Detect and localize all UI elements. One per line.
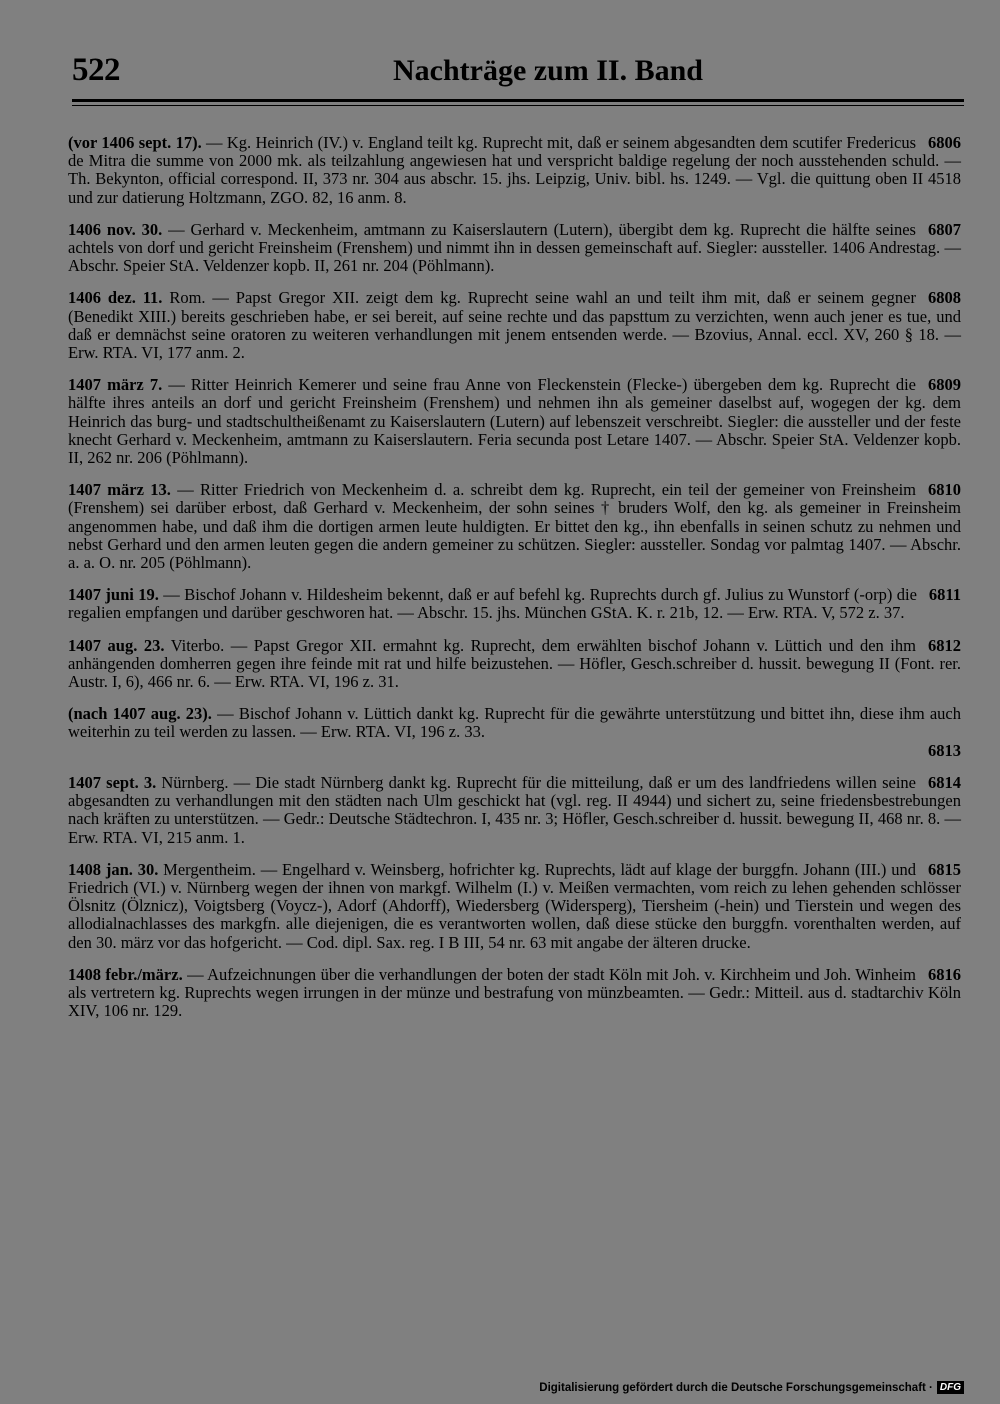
regest-number: 6812: [928, 635, 961, 655]
page-title: Nachträge zum II. Band: [392, 54, 703, 87]
regest-date: 1407 märz 7.: [68, 375, 163, 395]
regest-date: 1407 sept. 3.: [68, 772, 157, 792]
regest-text: — Kg. Heinrich (IV.) v. England teilt kg. Ruprecht mit, daß er seinem abgesandten dem scutifer Fredericus de Mitra die summe von 2000 mk. als teilzahlung angewiesen hat und verspricht baldige regelung der noch ausstehenden schuld. — Th. Bekynton, official correspond. II, 373 nr. 304 aus abschr. 15. jhs. Leipzig, Univ. bibl. hs. 1249. — Vgl. die quittung oben II 4518 und zur datierung Holtzmann, ZGO. 82, 16 anm. 8.: [68, 133, 961, 207]
regest-entry: [68, 376, 961, 467]
credit-text: Digitalisierung gefördert durch die Deutsche Forschungsgemeinschaft ·: [539, 1381, 933, 1394]
regest-number: 6814: [928, 772, 961, 792]
regest-entry: [68, 134, 961, 207]
regest-text: — Bischof Johann v. Hildesheim bekennt, daß er auf befehl kg. Ruprechts durch gf. Julius zu Wunstorf (-orp) die regalien empfangen und darüber geschworen hat. — Abschr. 15. jhs. München GStA. K. r. 21b, 12. — Erw. RTA. V, 572 z. 37.: [68, 585, 917, 623]
regest-number: 6811: [928, 585, 961, 605]
regest-text: Viterbo. — Papst Gregor XII. ermahnt kg. Ruprecht, dem erwählten bischof Johann v. Lüttich und den ihm anhängenden domherren gegen ihre feinde mit rat und hilfe beizustehen. — Höfler, Gesch.schreiber d. hussit. bewegung II (Font. rer. Austr. I, 6), 466 nr. 6. — Erw. RTA. VI, 196 z. 31.: [68, 635, 961, 692]
regesta-list: [68, 134, 961, 1034]
regest-number: 6816: [928, 964, 961, 984]
regest-date: 1407 märz 13.: [68, 480, 171, 500]
regest-date: 1407 aug. 23.: [68, 635, 165, 655]
regest-entry: [68, 705, 961, 760]
regest-number: 6807: [928, 219, 961, 239]
regest-date: (vor 1406 sept. 17).: [68, 133, 202, 152]
regest-text: Nürnberg. — Die stadt Nürnberg dankt kg. Ruprecht für die mitteilung, daß er um des landfriedens willen seine abgesandten zu verhandlungen mit den städten nach Ulm geschickt hat (vgl. reg. II 4944) und sichert zu, seine friedensbestrebungen nach kräften zu unterstützen. — Gedr.: Deutsche Städtechron. I, 435 nr. 3; Höfler, Gesch.schreiber d. hussit. bewegung II, 468 nr. 8. — Erw. RTA. VI, 215 anm. 1.: [68, 772, 961, 847]
regest-text: Rom. — Papst Gregor XII. zeigt dem kg. Ruprecht seine wahl an und teilt ihm mit, daß er seinem gegner (Benedikt XIII.) bereits geschrieben habe, er sei bereit, auf seine rechte und das papsttum zu verzichten, wenn auch jener es tue, und daß er demnächst seine oratoren zu weiteren verhandlungen mit jenem entsenden werde. — Bzovius, Annal. eccl. XV, 260 § 18. — Erw. RTA. VI, 177 anm. 2.: [68, 288, 961, 363]
regest-entry: [68, 966, 961, 1021]
page-number: 522: [72, 52, 120, 88]
regest-text: — Ritter Heinrich Kemerer und seine frau Anne von Fleckenstein (Flecke-) übergeben dem kg. Ruprecht die hälfte ihres anteils an dorf und gericht Freinsheim (Frenshem) und nehmen ihn als gemeiner daselbst auf, wogegen der kg. dem Heinrich das burg- und stadtschultheißenamt zu Kaiserslautern (Lutern) auf lebenszeit verschreibt. Siegler: die aussteller und der feste knecht Gerhard v. Meckenheim, amtmann zu Kaiserslautern. Feria secunda post Letare 1407. — Abschr. Speier StA. Veldenzer kopb. II, 262 nr. 206 (Pöhlmann).: [68, 375, 961, 468]
regest-entry: [68, 774, 961, 847]
digitization-credit: [539, 1381, 964, 1394]
regest-number: 6813: [928, 740, 961, 760]
regest-number: 6806: [928, 133, 961, 152]
regest-entry: [68, 637, 961, 692]
regest-text: — Ritter Friedrich von Meckenheim d. a. schreibt dem kg. Ruprecht, ein teil der gemeiner von Freinsheim (Frenshem) sei darüber erbost, daß Gerhard v. Meckenheim, der sohn seines † bruders Wolf, den kg. als gemeiner in Freinsheim angenommen habe, und daß ihm die dortigen armen leute huldigten. Er bittet den kg., ihn ebenfalls in seinen schutz zu nehmen und nebst Gerhard und den armen leuten gegen die andern gemeiner zu schützen. Siegler: aussteller. Sondag vor palmtag 1407. — Abschr. a. a. O. nr. 205 (Pöhlmann).: [68, 480, 961, 573]
header-rule-thin: [72, 105, 964, 106]
regest-date: 1406 nov. 30.: [68, 219, 163, 239]
regest-date: 1408 jan. 30.: [68, 859, 159, 879]
header-rule-thick: [72, 99, 964, 102]
regest-text: — Bischof Johann v. Lüttich dankt kg. Ruprecht für die gewährte unterstützung und bittet ihn, diese ihm auch weiterhin zu teil werden zu lassen. — Erw. RTA. VI, 196 z. 33.: [68, 704, 962, 742]
regest-text: Mergentheim. — Engelhard v. Weinsberg, hofrichter kg. Ruprechts, lädt auf klage der burggfn. Johann (III.) und Friedrich (VI.) v. Nürnberg wegen der ihnen von markgf. Wilhelm (I.) v. Meißen vermachten, vom reich zu lehen gehenden schlösser Ölsnitz (Ölznicz), Voigtsberg (Voycz-), Adorf (Ahdorff), Wiedersberg (Widersperg), Tiersheim (-hein) und Tierstein und wegen des allodialnachlasses des markgfn. alle diejenigen, die es verantworten wollen, daß diese stücke den burggfn. vorenthalten werden, auf den 30. märz vor das hofgericht. — Cod. dipl. Sax. reg. I B III, 54 nr. 63 mit angabe der älteren drucke.: [68, 859, 961, 952]
regest-number: 6810: [928, 480, 961, 500]
regest-number: 6809: [928, 375, 961, 395]
regest-entry: [68, 481, 961, 572]
regest-entry: [68, 861, 961, 952]
regest-date: 1406 dez. 11.: [68, 288, 163, 308]
regest-date: (nach 1407 aug. 23).: [68, 704, 212, 724]
regest-date: 1407 juni 19.: [68, 585, 159, 605]
regest-number: 6815: [928, 859, 961, 879]
regest-number: 6808: [928, 288, 961, 308]
regest-text: — Gerhard v. Meckenheim, amtmann zu Kaiserslautern (Lutern), übergibt dem kg. Ruprecht die hälfte seines achtels von dorf und gericht Freinsheim (Frenshem) und nimmt ihn in dessen gemeinschaft auf. Siegler: aussteller. 1406 Andrestag. — Abschr. Speier StA. Veldenzer kopb. II, 261 nr. 204 (Pöhlmann).: [68, 219, 961, 276]
regest-entry: [68, 221, 961, 276]
regest-text: — Aufzeichnungen über die verhandlungen der boten der stadt Köln mit Joh. v. Kirchheim und Joh. Winheim als vertretern kg. Ruprechts wegen irrungen in der münze und bestrafung von münzbeamten. — Gedr.: Mitteil. aus d. stadtarchiv Köln XIV, 106 nr. 129.: [68, 964, 961, 1021]
dfg-logo: DFG: [937, 1381, 964, 1394]
regest-entry: [68, 586, 961, 622]
regest-date: 1408 febr./märz.: [68, 964, 183, 984]
regest-entry: [68, 289, 961, 362]
page-header: [72, 52, 964, 100]
